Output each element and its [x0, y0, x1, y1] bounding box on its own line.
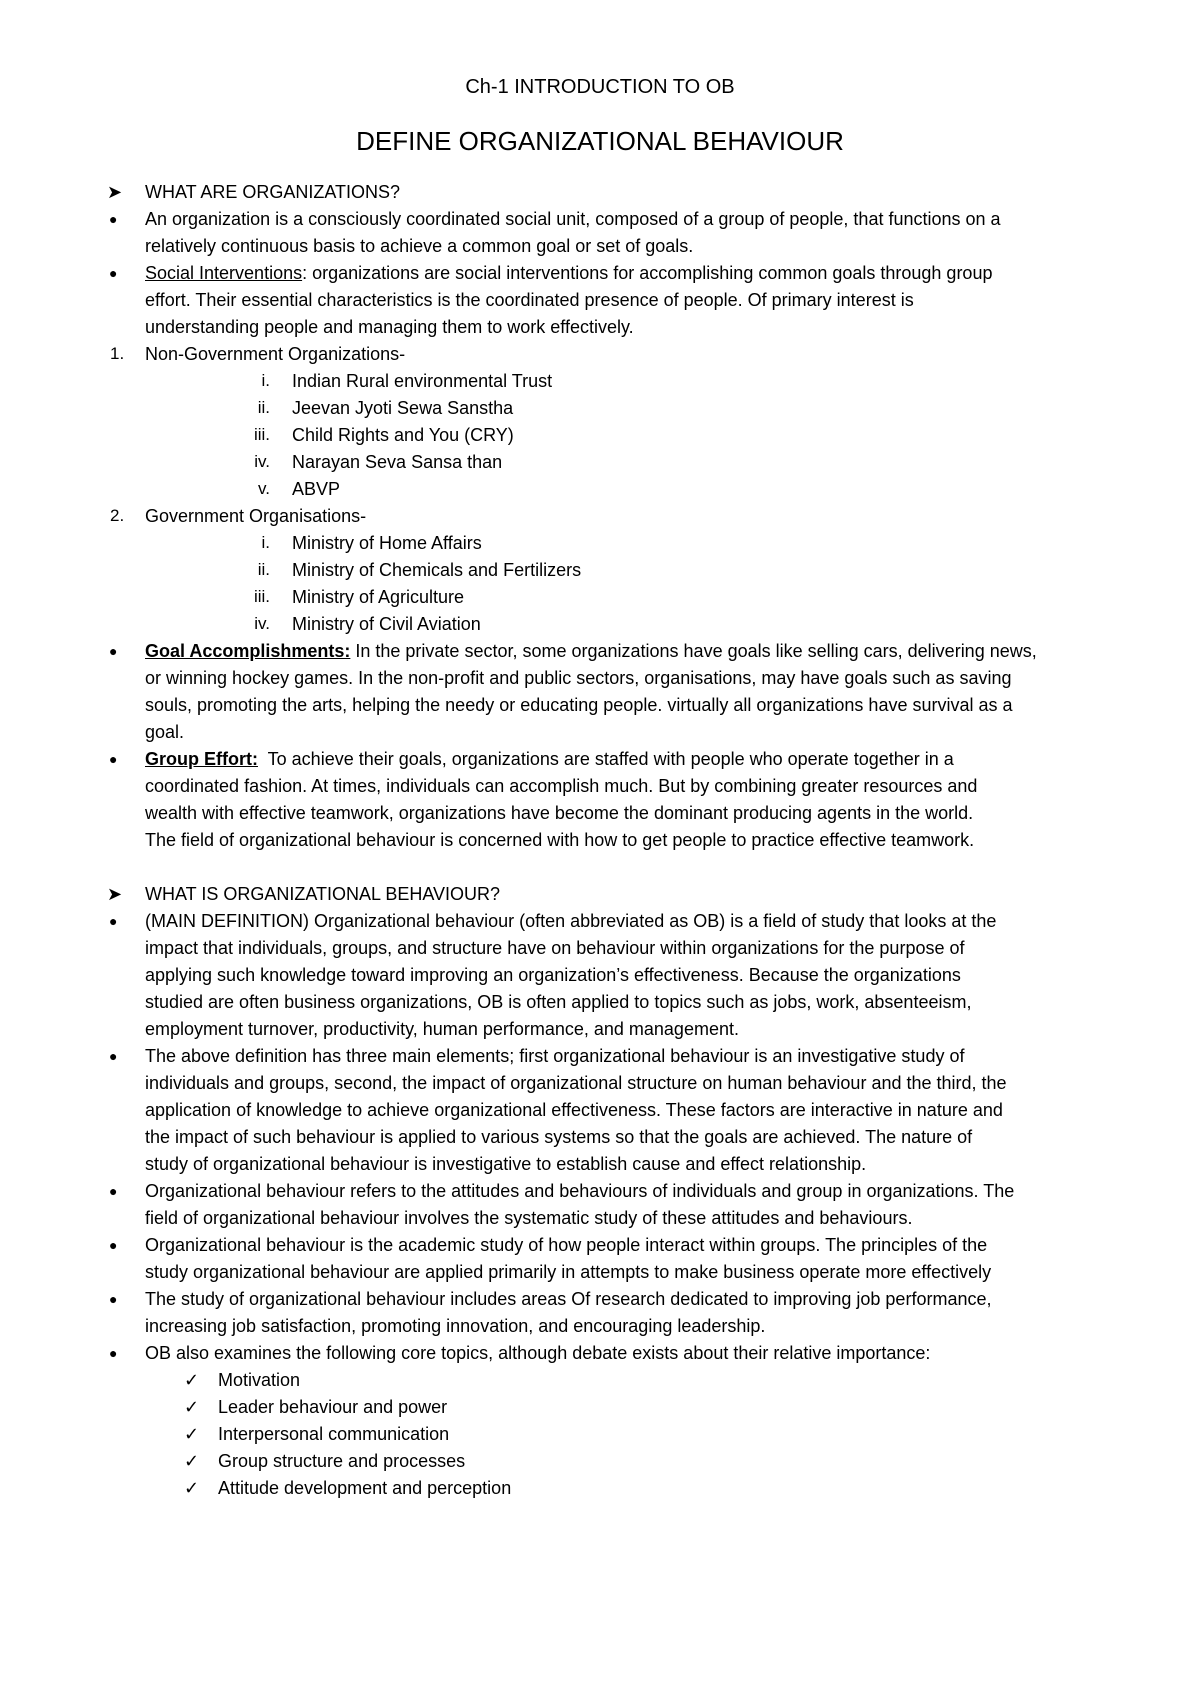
- ob-paragraph-line: application of knowledge to achieve organizational effectiveness. These factors are interactive in nature and: [145, 1100, 1003, 1120]
- bullet-icon: ●: [109, 265, 118, 281]
- definition-line: relatively continuous basis to achieve a common goal or set of goals.: [145, 236, 694, 256]
- section-heading-ob: WHAT IS ORGANIZATIONAL BEHAVIOUR?: [145, 884, 501, 904]
- roman-numeral: ii.: [257, 560, 270, 579]
- gov-item: Ministry of Agriculture: [292, 587, 465, 607]
- bullet-icon: ●: [109, 211, 118, 227]
- social-interventions-line: understanding people and managing them to work effectively.: [145, 317, 634, 337]
- ob-paragraph-line: applying such knowledge toward improving an organization’s effectiveness. Because the organizations: [145, 965, 961, 985]
- roman-numeral: iii.: [253, 425, 270, 444]
- bullet-icon: ●: [109, 751, 118, 767]
- ob-paragraph-line: (MAIN DEFINITION) Organizational behaviour (often abbreviated as OB) is a field of study that looks at the: [145, 911, 997, 931]
- arrow-bullet-icon: ➤: [107, 182, 123, 202]
- bullet-icon: ●: [109, 1183, 118, 1199]
- social-interventions-label: Social Interventions: [145, 263, 303, 283]
- bullet-icon: ●: [109, 1291, 118, 1307]
- ob-paragraph-line: OB also examines the following core topics, although debate exists about their relative importance:: [145, 1343, 931, 1363]
- gov-heading: Government Organisations-: [145, 506, 367, 526]
- goal-line: souls, promoting the arts, helping the needy or educating people. virtually all organizations have survival as a: [145, 695, 1013, 715]
- ob-paragraph-line: study organizational behaviour are applied primarily in attempts to make business operate more effectively: [145, 1262, 992, 1282]
- definition-line: An organization is a consciously coordinated social unit, composed of a group of people, that functions on a: [145, 209, 1001, 229]
- social-interventions-text: : organizations are social interventions for accomplishing common goals through group: [302, 263, 993, 283]
- ngo-item: Narayan Seva Sansa than: [292, 452, 503, 472]
- check-icon: ✓: [184, 1424, 200, 1444]
- ob-paragraph-line: individuals and groups, second, the impact of organizational structure on human behaviour and the third, the: [145, 1073, 1007, 1093]
- roman-numeral: i.: [261, 533, 270, 552]
- check-icon: ✓: [184, 1397, 200, 1417]
- topic-item: Motivation: [218, 1370, 301, 1390]
- bullet-icon: ●: [109, 1048, 118, 1064]
- ob-paragraph-line: impact that individuals, groups, and structure have on behaviour within organizations for the purpose of: [145, 938, 965, 958]
- ngo-item: Child Rights and You (CRY): [292, 425, 514, 445]
- roman-numeral: iii.: [253, 587, 270, 606]
- list-number: 1.: [110, 344, 125, 363]
- goal-line: or winning hockey games. In the non-profit and public sectors, organisations, may have goals such as saving: [145, 668, 1012, 688]
- group-effort-line: coordinated fashion. At times, individuals can accomplish much. But by combining greater resources and: [145, 776, 978, 796]
- chapter-heading: Ch-1 INTRODUCTION TO OB: [465, 76, 735, 98]
- gov-item: Ministry of Chemicals and Fertilizers: [292, 560, 582, 580]
- goal-line: [145, 639, 1037, 663]
- ob-paragraph-line: The above definition has three main elements; first organizational behaviour is an investigative study of: [145, 1046, 965, 1066]
- list-number: 2.: [110, 506, 125, 525]
- topic-item: Interpersonal communication: [218, 1424, 450, 1444]
- ob-paragraph-line: field of organizational behaviour involves the systematic study of these attitudes and behaviours.: [145, 1208, 913, 1228]
- ob-paragraph-line: studied are often business organizations, OB is often applied to topics such as jobs, work, absenteeism,: [145, 992, 972, 1012]
- roman-numeral: v.: [258, 479, 270, 498]
- group-effort-text: To achieve their goals, organizations are staffed with people who operate together in a: [257, 749, 954, 769]
- gov-item: Ministry of Home Affairs: [292, 533, 482, 553]
- bullet-icon: ●: [109, 913, 118, 929]
- arrow-bullet-icon: ➤: [107, 884, 123, 904]
- ob-paragraph-line: the impact of such behaviour is applied to various systems so that the goals are achieved. The nature of: [145, 1127, 973, 1147]
- check-icon: ✓: [184, 1451, 200, 1471]
- ngo-item: Indian Rural environmental Trust: [292, 371, 553, 391]
- group-effort-line: [145, 747, 954, 771]
- topic-item: Group structure and processes: [218, 1451, 466, 1471]
- bullet-icon: ●: [109, 643, 118, 659]
- goal-text: In the private sector, some organizations have goals like selling cars, delivering news,: [350, 641, 1037, 661]
- check-icon: ✓: [184, 1370, 200, 1390]
- goal-label: Goal Accomplishments:: [145, 641, 351, 661]
- social-interventions-line: effort. Their essential characteristics is the coordinated presence of people. Of primary interest is: [145, 290, 914, 310]
- gov-item: Ministry of Civil Aviation: [292, 614, 481, 634]
- topic-item: Leader behaviour and power: [218, 1397, 448, 1417]
- bullet-icon: ●: [109, 1345, 118, 1361]
- ob-paragraph-line: increasing job satisfaction, promoting innovation, and encouraging leadership.: [145, 1316, 766, 1336]
- check-icon: ✓: [184, 1478, 200, 1498]
- group-effort-line: wealth with effective teamwork, organizations have become the dominant producing agents in the world.: [145, 803, 974, 823]
- goal-line: goal.: [145, 722, 185, 742]
- ob-paragraph-line: Organizational behaviour refers to the attitudes and behaviours of individuals and group in organizations. The: [145, 1181, 1015, 1201]
- group-effort-label: Group Effort:: [145, 749, 258, 769]
- ngo-item: ABVP: [292, 479, 341, 499]
- ob-paragraph-line: Organizational behaviour is the academic study of how people interact within groups. The principles of the: [145, 1235, 988, 1255]
- roman-numeral: ii.: [257, 398, 270, 417]
- ob-paragraph-line: employment turnover, productivity, human performance, and management.: [145, 1019, 739, 1039]
- bullet-icon: ●: [109, 1237, 118, 1253]
- topic-item: Attitude development and perception: [218, 1478, 512, 1498]
- section-heading-organizations: WHAT ARE ORGANIZATIONS?: [145, 182, 401, 202]
- ngo-item: Jeevan Jyoti Sewa Sanstha: [292, 398, 514, 418]
- group-effort-line: The field of organizational behaviour is concerned with how to get people to practice effective teamwork.: [145, 830, 975, 850]
- document-title: DEFINE ORGANIZATIONAL BEHAVIOUR: [356, 126, 844, 156]
- roman-numeral: iv.: [254, 452, 270, 471]
- roman-numeral: i.: [261, 371, 270, 390]
- ob-paragraph-line: study of organizational behaviour is investigative to establish cause and effect relationship.: [145, 1154, 867, 1174]
- roman-numeral: iv.: [254, 614, 270, 633]
- ob-paragraph-line: The study of organizational behaviour includes areas Of research dedicated to improving job performance,: [145, 1289, 992, 1309]
- ngo-heading: Non-Government Organizations-: [145, 344, 406, 364]
- social-interventions-line: [145, 261, 992, 285]
